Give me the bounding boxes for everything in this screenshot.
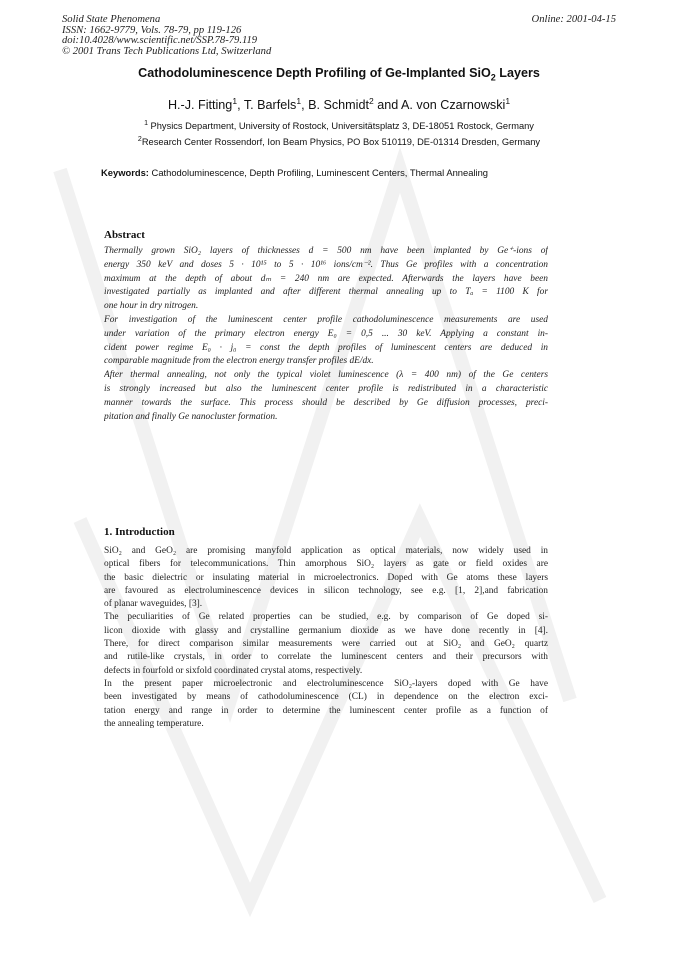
abstract-line: manner towards the surface. This process should be described by Ge diffusion processes, preci-: [104, 397, 548, 408]
author-name: T. Barfels: [243, 98, 297, 113]
intro-line: been investigated by means of cathodoluminescence (CL) in dependence on the electron exci-: [104, 692, 548, 703]
abstract-line: After thermal annealing, not only the typical violet luminescence (λ = 400 nm) of the Ge centers: [104, 370, 548, 381]
copyright-line: © 2001 Trans Tech Publications Ltd, Switzerland: [62, 45, 272, 57]
abstract-line: For investigation of the luminescent center profile cathodoluminescence measurements are used: [104, 314, 548, 325]
keywords-text: Cathodoluminescence, Depth Profiling, Luminescent Centers, Thermal Annealing: [148, 167, 489, 178]
abstract-line: comparable magnitude from the electron energy transfer profiles dE/dx.: [104, 356, 374, 367]
intro-line: SiO₂ and GeO₂ are promising manyfold application as optical materials, now widely used in: [104, 546, 548, 556]
journal-name: Solid State Phenomena: [62, 14, 161, 25]
introduction-body: [104, 545, 548, 731]
intro-line: licon dioxide with glassy and crystalline germanium dioxide as we have done recently in [4].: [104, 625, 548, 636]
journal-header: [62, 15, 622, 57]
intro-line: optical fibers for telecommunications. Thin amorphous SiO₂ layers as gate or field oxides are: [104, 559, 548, 570]
affiliation: $^2$Research Center Rossendorf, Ion Beam Physics, PO Box 510119, DE-01314 Dresden, Germany: [137, 136, 541, 148]
intro-line: There, for direct comparison similar measurements were carried out at SiO₂ and GeO₂ quartz: [104, 639, 548, 650]
affiliation: $^1$ Physics Department, University of Rostock, Universitätsplatz 3, DE-18051 Rostock, Germany: [144, 120, 534, 132]
author-list: H.-J. Fitting$^1$, T. Barfels$^1$, B. Schmidt$^2$ and A. von Czarnowski$^1$: [167, 96, 511, 113]
intro-line: the basic dielectric or insulating material in microelectronics. Doped with Ge atoms these layers: [104, 572, 548, 583]
online-date: Online: 2001-04-15: [531, 14, 616, 25]
abstract-line: cident power regime E₀ · j₀ = const the depth profiles of luminescent centers are deduced in: [104, 342, 548, 353]
abstract-line: is strongly increased but also the luminescent center profile is redistributed in a characteristic: [104, 383, 548, 394]
intro-line: the annealing temperature.: [104, 718, 204, 729]
author-name: H.-J. Fitting: [167, 98, 233, 113]
doi-line: doi:10.4028/www.scientific.net/SSP.78-79.119: [62, 35, 258, 47]
introduction-heading: 1. Introduction: [104, 526, 175, 538]
abstract-heading: Abstract: [104, 229, 145, 241]
keywords-label: Keywords:: [101, 167, 149, 178]
abstract-body: [104, 245, 548, 424]
abstract-line: energy 350 keV and doses 5 · 10¹⁵ to 5 · 10¹⁶ ions/cm⁻². Thus Ge profiles with a concentration: [104, 259, 548, 270]
intro-line: are favoured as electroluminescence devices in silicon technology, see e.g. [1, 2],and fabrication: [104, 585, 548, 596]
abstract-line: one hour in dry nitrogen.: [104, 301, 199, 312]
abstract-line: investigated partially as implanted and after different thermal annealing up to Tₐ = 1100 K for: [104, 287, 548, 298]
intro-line: and rutile-like crystals, in order to correlate the luminescent centers and their precursors with: [104, 652, 548, 663]
paper-title: Cathodoluminescence Depth Profiling of Ge-Implanted SiO$_2$ Layers: [138, 66, 540, 83]
abstract-line: maximum at the depth of about dₘ = 240 nm are expected. Afterwards the layers have been: [104, 273, 548, 284]
abstract-line: Thermally grown SiO₂ layers of thicknesses d = 500 nm have been implanted by Ge⁺-ions of: [104, 246, 548, 256]
intro-line: In the present paper microelectronic and electroluminescence SiO₂-layers doped with Ge have: [104, 678, 548, 689]
keywords: [101, 167, 488, 178]
author-name: A. von Czarnowski: [401, 98, 506, 113]
intro-line: tation energy and range in order to determine the luminescent center profile as a function of: [104, 705, 548, 716]
intro-line: defects in fourfold or sixfold coordinated crystal atoms, respectively.: [104, 665, 363, 676]
issn-line: ISSN: 1662-9779, Vols. 78-79, pp 119-126: [62, 24, 242, 36]
author-name: B. Schmidt: [308, 98, 369, 113]
abstract-line: pitation and finally Ge nanocluster formation.: [104, 411, 278, 422]
intro-line: of planar waveguides, [3].: [104, 599, 203, 610]
abstract-line: under variation of the primary electron energy E₀ = 0,5 ... 30 keV. Applying a constant in-: [104, 328, 548, 339]
intro-line: The peculiarities of Ge related properties can be studied, e.g. by comparison of Ge doped si-: [104, 612, 548, 623]
